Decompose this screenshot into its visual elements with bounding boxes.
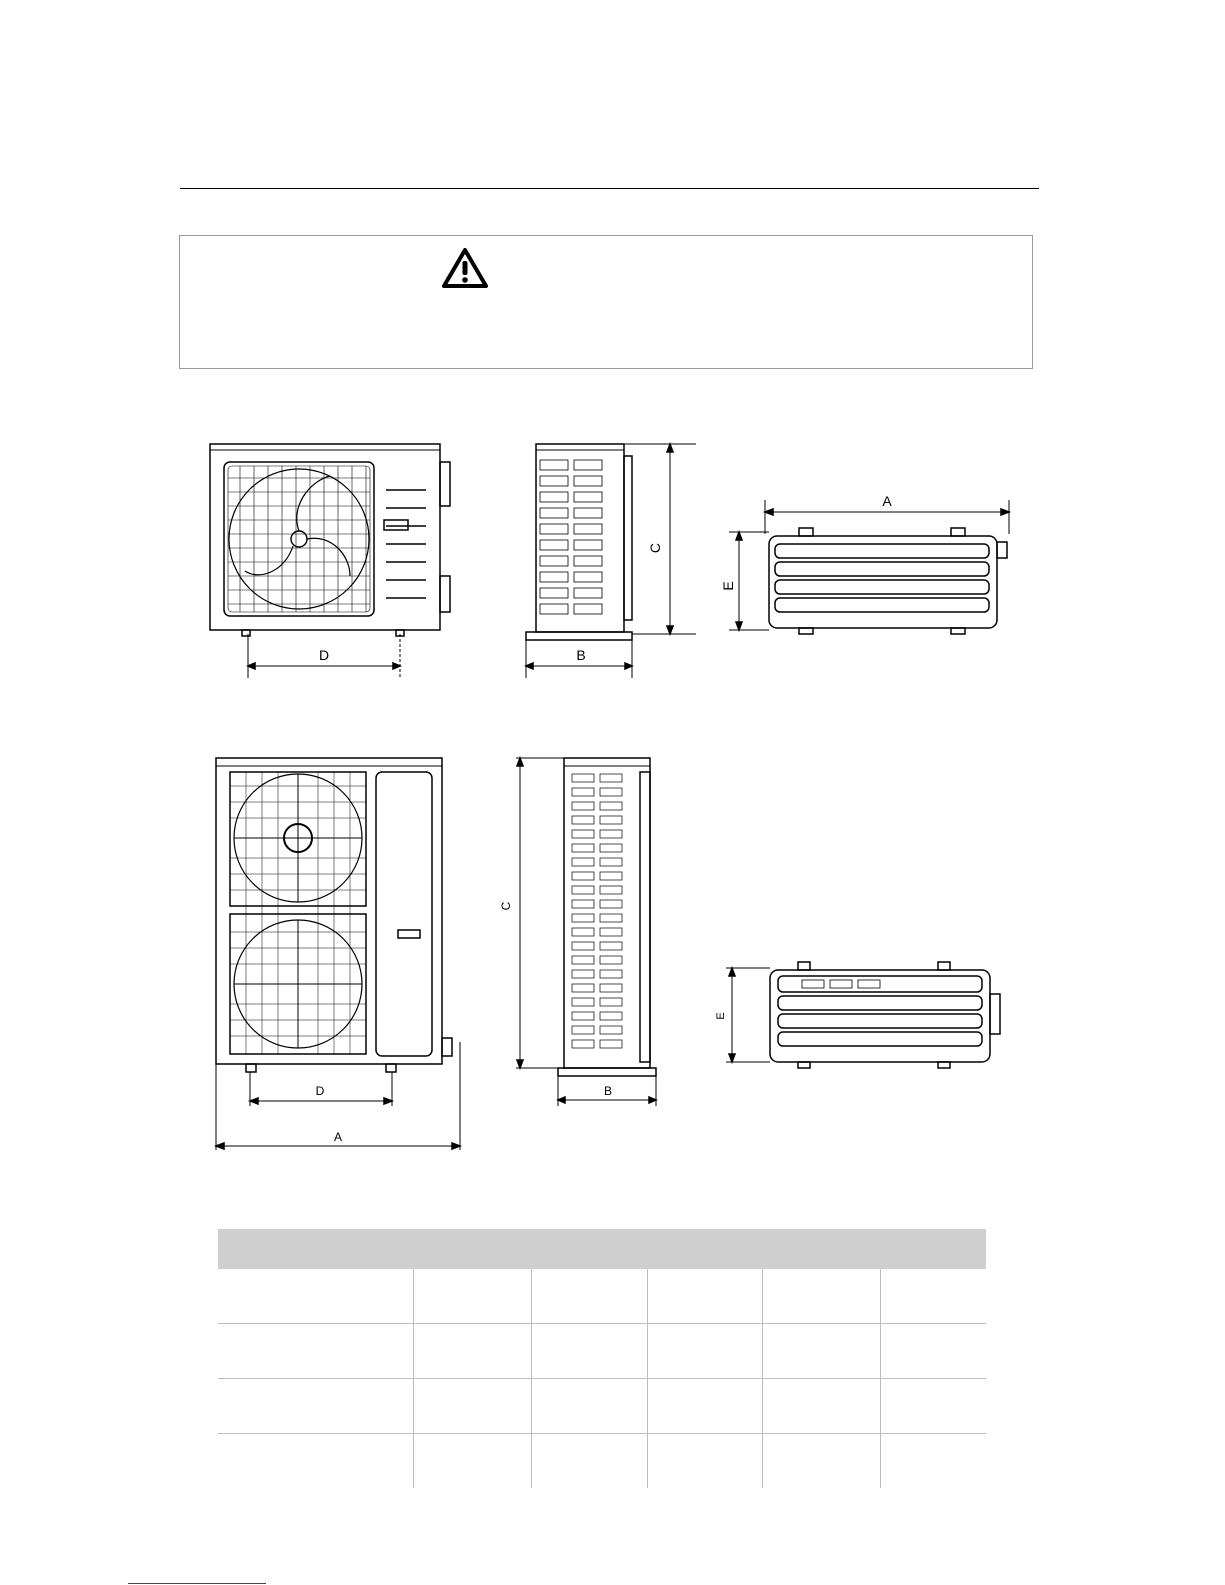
dim-label-a: A: [333, 1130, 343, 1144]
table-cell: [880, 1379, 986, 1434]
table-cell: [413, 1324, 531, 1379]
dim-label-d: D: [318, 647, 330, 663]
table-cell: [218, 1269, 413, 1324]
unit1-top-view: [720, 490, 1025, 640]
table-row: [218, 1324, 986, 1379]
table-header-cell: [762, 1229, 880, 1269]
unit2-side-view: [498, 752, 668, 1110]
table-header-cell: [647, 1229, 762, 1269]
dim-label-c: C: [499, 901, 513, 911]
table-cell: [762, 1324, 880, 1379]
dim-label-b: B: [603, 1084, 613, 1098]
warning-box: [179, 235, 1033, 369]
table-header-cell: [880, 1229, 986, 1269]
unit1-side-view: [520, 438, 700, 681]
table-header-cell: [413, 1229, 531, 1269]
dim-label-e: E: [715, 1012, 727, 1020]
table-header-cell: [218, 1229, 413, 1269]
footer-link-underline[interactable]: [128, 1583, 266, 1584]
table-cell: [531, 1379, 647, 1434]
dim-label-c: C: [647, 542, 663, 554]
table-cell: [218, 1324, 413, 1379]
table-cell: [413, 1434, 531, 1489]
table-cell: [762, 1434, 880, 1489]
table-cell: [218, 1434, 413, 1489]
table-cell: [531, 1269, 647, 1324]
warning-triangle-icon: [441, 247, 489, 289]
unit1-front-view: [200, 436, 470, 681]
dim-label-e: E: [720, 581, 736, 591]
dimensions-table: [218, 1229, 986, 1488]
table-cell: [880, 1434, 986, 1489]
table-cell: [880, 1269, 986, 1324]
dim-label-a: A: [882, 493, 892, 509]
table-row: [218, 1269, 986, 1324]
table-row: [218, 1379, 986, 1434]
unit2-front-view: [206, 752, 476, 1154]
table-cell: [413, 1269, 531, 1324]
table-header-cell: [531, 1229, 647, 1269]
unit2-top-view: [715, 958, 1028, 1080]
table-cell: [218, 1379, 413, 1434]
section-divider: [180, 188, 1039, 189]
table-row: [218, 1434, 986, 1489]
dim-label-b: B: [576, 647, 586, 663]
table-header-row: [218, 1229, 986, 1269]
table-cell: [762, 1269, 880, 1324]
table-cell: [531, 1324, 647, 1379]
table-cell: [647, 1269, 762, 1324]
dim-label-d: D: [315, 1084, 325, 1098]
table-cell: [647, 1434, 762, 1489]
table-cell: [647, 1379, 762, 1434]
table-cell: [880, 1324, 986, 1379]
table-cell: [413, 1379, 531, 1434]
table-cell: [531, 1434, 647, 1489]
table-cell: [762, 1379, 880, 1434]
table-cell: [647, 1324, 762, 1379]
